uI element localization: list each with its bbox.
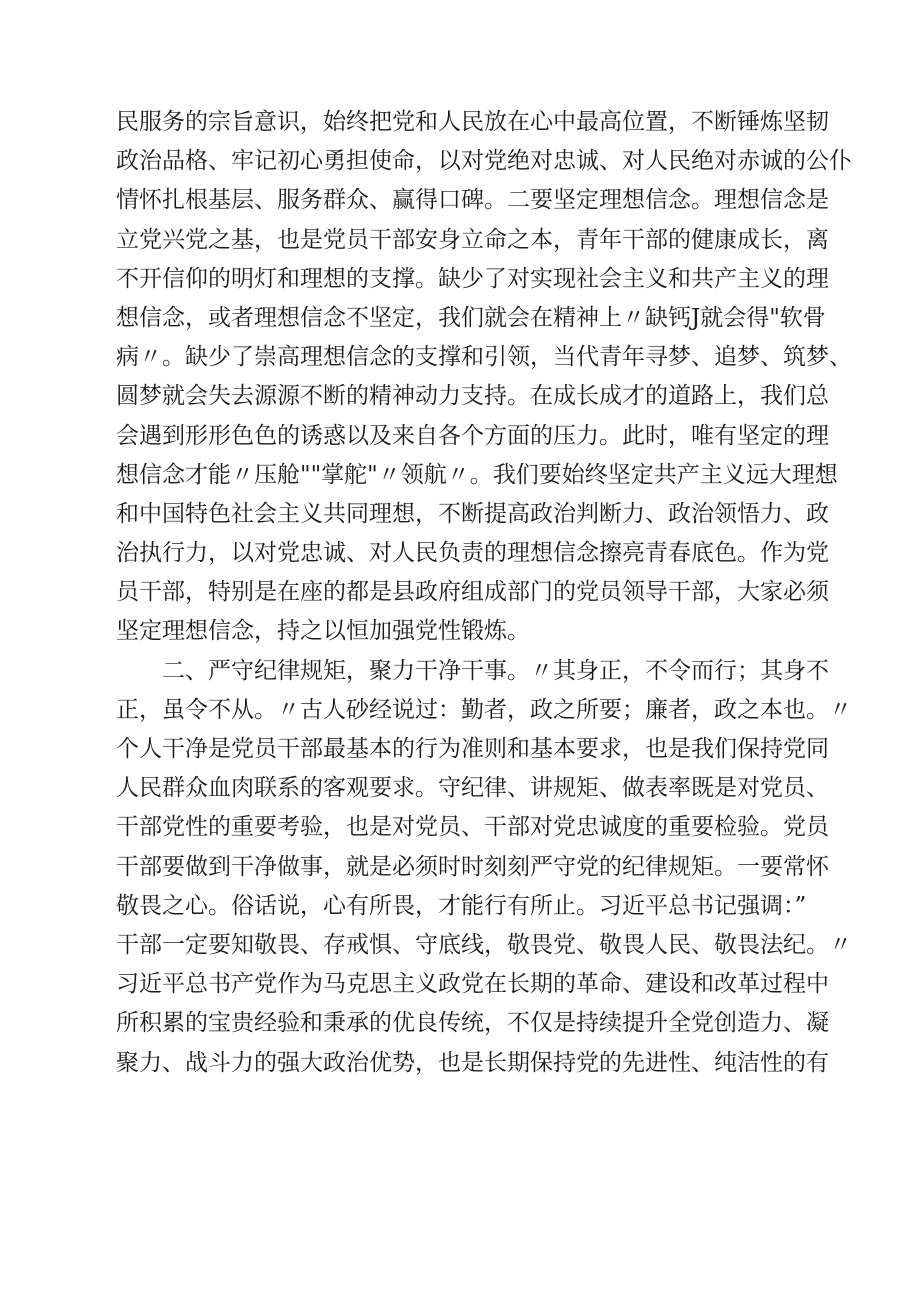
text-line: 会遇到形形色色的诱惑以及来自各个方面的压力。此时，唯有坚定的理 — [116, 422, 829, 449]
text-line: 情怀扎根基层、服务群众、赢得口碑。二要坚定理想信念。理想信念是 — [116, 187, 829, 214]
text-line: 个人干净是党员干部最基本的行为准则和基本要求，也是我们保持党同 — [116, 736, 829, 762]
text-line: 想信念，或者理想信念不坚定，我们就会在精神上〃缺钙J就会得"软骨 — [116, 304, 826, 331]
text-line: 坚定理想信念，持之以恒加强党性锻炼。 — [116, 618, 530, 645]
text-line: 圆梦就会失去源源不断的精神动力支持。在成长成才的道路上，我们总 — [116, 383, 829, 410]
text-line: 干部要做到干净做事，就是必须时时刻刻严守党的纪律规矩。一要常怀 — [116, 853, 829, 880]
text-line: 人民群众血肉联系的客观要求。守纪律、讲规矩、做表率既是对党员、 — [116, 775, 829, 802]
body-text — [116, 103, 852, 1083]
text-line: 病〃。缺少了崇高理想信念的支撑和引领，当代青年寻梦、追梦、筑梦、 — [116, 344, 852, 371]
text-line: 治执行力，以对党忠诚、对人民负责的理想信念擦亮青春底色。作为党 — [116, 540, 829, 567]
text-line: 不开信仰的明灯和理想的支撑。缺少了对实现社会主义和共产主义的理 — [116, 265, 829, 292]
text-line: 民服务的宗旨意识，始终把党和人民放在心中最高位置，不断锤炼坚韧 — [116, 109, 829, 135]
text-line: 所积累的宝贵经验和秉承的优良传统，不仅是持续提升全党创造力、凝 — [116, 1010, 829, 1037]
text-line: 立党兴党之基，也是党员干部安身立命之本，青年干部的健康成长，离 — [116, 226, 829, 253]
text-line: 敬畏之心。俗话说，心有所畏，才能行有所止。习近平总书记强调：” — [116, 892, 807, 919]
text-line: 习近平总书产党作为马克思主义政党在长期的革命、建设和改革过程中 — [116, 971, 829, 998]
text-line: 员干部，特别是在座的都是县政府组成部门的党员领导干部，大家必须 — [116, 579, 829, 606]
text-line: 干部一定要知敬畏、存戒惧、守底线，敬畏党、敬畏人民、敬畏法纪。〃 — [116, 931, 852, 958]
text-line: 干部党性的重要考验，也是对党员、干部对党忠诚度的重要检验。党员 — [116, 814, 829, 841]
text-line: 政治品格、牢记初心勇担使命，以对党绝对忠诚、对人民绝对赤诚的公仆 — [116, 148, 852, 175]
text-line: 正，虽令不从。〃古人砂经说过：勤者，政之所要；廉者，政之本也。〃 — [116, 696, 852, 723]
section-heading-line: 二、严守纪律规矩，聚力干净干事。〃其身正，不令而行；其身不 — [162, 657, 829, 684]
text-line: 和中国特色社会主义共同理想，不断提高政治判断力、政治领悟力、政 — [116, 500, 829, 527]
text-line: 聚力、战斗力的强大政治优势，也是长期保持党的先进性、纯洁性的有 — [116, 1049, 829, 1076]
text-line: 想信念才能〃压舱""掌舵"〃领航〃。我们要始终坚定共产主义远大理想 — [116, 461, 838, 488]
